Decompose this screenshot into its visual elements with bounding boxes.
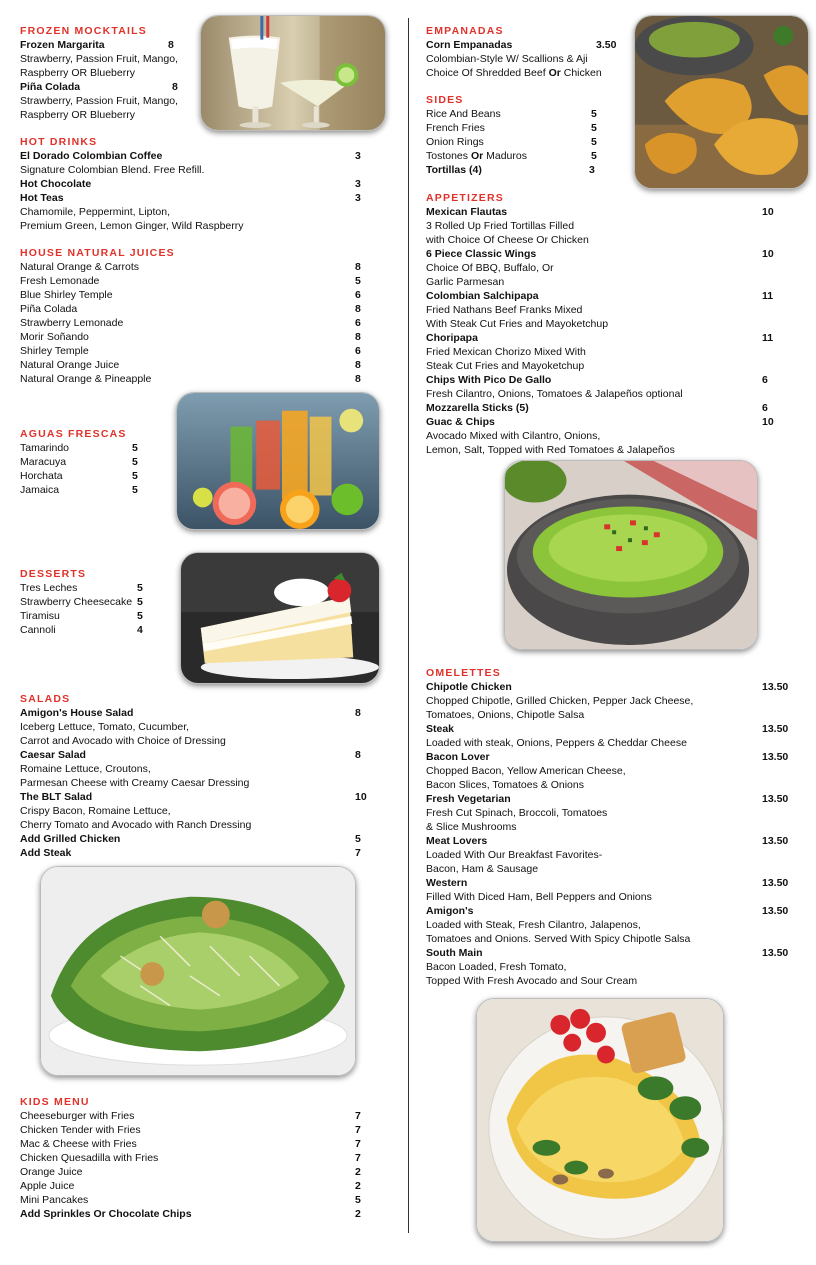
item-desc: with Choice Of Cheese Or Chicken — [426, 234, 589, 246]
item-name: Chipotle Chicken — [426, 681, 512, 693]
item-price: 11 — [762, 290, 774, 302]
item-price: 10 — [762, 416, 774, 428]
item-price: 7 — [355, 1152, 361, 1164]
menu-item — [426, 163, 606, 177]
section-frozen-mocktails — [20, 24, 190, 122]
menu-item — [426, 331, 786, 345]
item-price: 8 — [172, 81, 178, 93]
item-desc: Loaded with Steak, Fresh Cilantro, Jalapenos, — [426, 919, 641, 931]
item-desc: Raspberry OR Blueberry — [20, 67, 135, 79]
menu-item — [20, 344, 365, 358]
item-desc: Loaded with steak, Onions, Peppers & Cheddar Cheese — [426, 737, 687, 749]
frozen-drinks-photo — [200, 15, 386, 131]
item-desc: Cherry Tomato and Avocado with Ranch Dressing — [20, 819, 252, 831]
section-title: FROZEN MOCKTAILS — [20, 25, 147, 37]
item-name: Corn Empanadas — [426, 39, 513, 51]
item-name: Piña Colada — [20, 303, 78, 315]
menu-item — [20, 260, 365, 274]
item-desc: Chopped Bacon, Yellow American Cheese, — [426, 765, 626, 777]
menu-item — [20, 330, 365, 344]
column-divider — [408, 18, 409, 1233]
item-desc — [426, 66, 626, 80]
item-name: Hot Chocolate — [20, 178, 92, 190]
item-name: Apple Juice — [20, 1180, 75, 1192]
item-desc: Parmesan Cheese with Creamy Caesar Dressing — [20, 777, 250, 789]
item-name: Strawberry Cheesecake — [20, 596, 133, 608]
item-price: 13.50 — [762, 905, 789, 917]
item-desc: Fresh Cut Spinach, Broccoli, Tomatoes — [426, 807, 608, 819]
menu-item — [20, 191, 365, 205]
item-desc: Fresh Cilantro, Onions, Tomatoes & Jalapeños optional — [426, 388, 683, 400]
item-name: Mexican Flautas — [426, 206, 508, 218]
item-desc: Strawberry, Passion Fruit, Mango, — [20, 95, 178, 107]
menu-item — [20, 302, 365, 316]
item-name: Maduros — [483, 150, 527, 162]
item-price: 8 — [355, 331, 361, 343]
item-price: 2 — [355, 1166, 361, 1178]
menu-item — [426, 149, 606, 163]
item-name: Tortillas (4) — [426, 164, 482, 176]
menu-item — [20, 1109, 370, 1123]
empanadas-photo — [634, 15, 809, 189]
menu-item — [426, 876, 796, 890]
item-price: 10 — [762, 206, 774, 218]
menu-item — [426, 792, 796, 806]
item-name: Tiramisu — [20, 610, 60, 622]
item-desc: Lemon, Salt, Topped with Red Tomatoes & Jalapeños — [426, 444, 675, 456]
item-name: Fresh Vegetarian — [426, 793, 511, 805]
section-title: SALADS — [20, 693, 71, 705]
item-name: Add Sprinkles Or Chocolate Chips — [20, 1208, 192, 1220]
section-title: OMELETTES — [426, 667, 501, 679]
menu-item — [20, 1165, 370, 1179]
item-name: Frozen Margarita — [20, 39, 105, 51]
menu-item — [20, 316, 365, 330]
item-desc: Bacon Loaded, Fresh Tomato, — [426, 961, 567, 973]
menu-item — [20, 1151, 370, 1165]
item-price: 10 — [355, 791, 367, 803]
salad-photo — [40, 866, 356, 1076]
item-price: 7 — [355, 1110, 361, 1122]
section-sides — [426, 93, 606, 177]
menu-item — [426, 289, 786, 303]
item-name: Onion Rings — [426, 136, 484, 148]
item-name: Bacon Lover — [426, 751, 490, 763]
item-price: 5 — [132, 442, 138, 454]
item-price: 2 — [355, 1180, 361, 1192]
item-name: Cannoli — [20, 624, 56, 636]
item-price: 8 — [355, 749, 361, 761]
menu-item — [20, 288, 365, 302]
item-name: Caesar Salad — [20, 749, 86, 761]
item-name: Cheeseburger with Fries — [20, 1110, 135, 1122]
item-price: 3 — [355, 192, 361, 204]
menu-item — [426, 135, 606, 149]
item-name: Mac & Cheese with Fries — [20, 1138, 137, 1150]
section-title: HOUSE NATURAL JUICES — [20, 247, 175, 259]
item-price: 5 — [355, 833, 361, 845]
item-price: 6 — [762, 374, 768, 386]
item-desc: Loaded With Our Breakfast Favorites- — [426, 849, 603, 861]
menu-item — [426, 834, 796, 848]
item-price: 13.50 — [762, 877, 789, 889]
item-name: Steak — [426, 723, 455, 735]
cake-photo — [180, 552, 380, 684]
item-price: 13.50 — [762, 835, 789, 847]
item-name: Piña Colada — [20, 81, 81, 93]
item-price: 5 — [591, 136, 597, 148]
item-price: 5 — [132, 456, 138, 468]
desc-text: Choice Of Shredded Beef — [426, 67, 549, 79]
section-title: APPETIZERS — [426, 192, 504, 204]
juices-photo — [176, 392, 380, 530]
item-desc: Chamomile, Peppermint, Lipton, — [20, 206, 170, 218]
menu-item — [426, 107, 606, 121]
menu-item — [20, 38, 190, 52]
item-name: Morir Soñando — [20, 331, 89, 343]
menu-item — [426, 247, 786, 261]
item-desc: Strawberry, Passion Fruit, Mango, — [20, 53, 178, 65]
section-salads — [20, 692, 370, 860]
section-appetizers — [426, 191, 786, 457]
menu-item — [20, 483, 150, 497]
menu-item — [426, 680, 796, 694]
item-desc: Avocado Mixed with Cilantro, Onions, — [426, 430, 601, 442]
desc-or: Or — [548, 67, 561, 79]
item-desc: Raspberry OR Blueberry — [20, 109, 135, 121]
menu-item — [20, 469, 150, 483]
section-title: HOT DRINKS — [20, 136, 98, 148]
item-desc: Carrot and Avocado with Choice of Dressing — [20, 735, 226, 747]
menu-item — [20, 790, 370, 804]
menu-item — [20, 80, 190, 94]
item-name: Mozzarella Sticks (5) — [426, 402, 529, 414]
item-desc: Topped With Fresh Avocado and Sour Cream — [426, 975, 638, 987]
item-price: 2 — [355, 1208, 361, 1220]
item-name: Chicken Quesadilla with Fries — [20, 1152, 159, 1164]
item-price: 3 — [589, 164, 595, 176]
menu-item — [20, 358, 365, 372]
item-desc: Chopped Chipotle, Grilled Chicken, Pepper Jack Cheese, — [426, 695, 694, 707]
section-kids-menu — [20, 1095, 370, 1221]
item-price: 6 — [762, 402, 768, 414]
item-price: 8 — [355, 359, 361, 371]
item-name: Colombian Salchipapa — [426, 290, 539, 302]
item-name: Chips With Pico De Gallo — [426, 374, 552, 386]
item-name: Add Steak — [20, 847, 72, 859]
item-desc: Premium Green, Lemon Ginger, Wild Raspberry — [20, 220, 244, 232]
item-price: 8 — [168, 39, 174, 51]
item-price: 11 — [762, 332, 774, 344]
item-desc: Crispy Bacon, Romaine Lettuce, — [20, 805, 171, 817]
item-name: Western — [426, 877, 468, 889]
menu-item — [20, 372, 365, 386]
item-price: 7 — [355, 1124, 361, 1136]
item-name: Strawberry Lemonade — [20, 317, 124, 329]
menu-item — [426, 415, 786, 429]
item-price: 5 — [591, 108, 597, 120]
item-name: Chicken Tender with Fries — [20, 1124, 141, 1136]
item-name: Jamaica — [20, 484, 60, 496]
item-desc: Tomatoes and Onions. Served With Spicy Chipotle Salsa — [426, 933, 691, 945]
menu-item — [426, 38, 626, 52]
item-price: 13.50 — [762, 793, 789, 805]
section-title: DESSERTS — [20, 568, 87, 580]
section-house-juices — [20, 246, 365, 386]
item-price: 5 — [132, 484, 138, 496]
item-price: 8 — [355, 707, 361, 719]
item-name: Rice And Beans — [426, 108, 501, 120]
menu-item — [20, 748, 370, 762]
item-name: Natural Orange & Carrots — [20, 261, 140, 273]
item-name: El Dorado Colombian Coffee — [20, 150, 163, 162]
item-desc: Garlic Parmesan — [426, 276, 505, 288]
menu-item — [426, 722, 796, 736]
item-price: 5 — [137, 582, 143, 594]
item-price: 13.50 — [762, 681, 789, 693]
item-name: Natural Orange & Pineapple — [20, 373, 152, 385]
menu-item — [20, 1137, 370, 1151]
item-name: Natural Orange Juice — [20, 359, 120, 371]
item-desc: Choice Of BBQ, Buffalo, Or — [426, 262, 554, 274]
item-name: The BLT Salad — [20, 791, 93, 803]
section-title: AGUAS FRESCAS — [20, 428, 127, 440]
guacamole-photo — [504, 460, 758, 650]
item-name: Tostones — [426, 150, 471, 162]
item-price: 3 — [355, 150, 361, 162]
item-name: Horchata — [20, 470, 63, 482]
item-desc: 3 Rolled Up Fried Tortillas Filled — [426, 220, 575, 232]
item-desc: Filled With Diced Ham, Bell Peppers and Onions — [426, 891, 652, 903]
item-price: 6 — [355, 345, 361, 357]
item-price: 5 — [355, 1194, 361, 1206]
menu-item — [20, 846, 370, 860]
item-name: Choripapa — [426, 332, 478, 344]
menu-item — [20, 595, 160, 609]
item-price: 13.50 — [762, 723, 789, 735]
item-price: 10 — [762, 248, 774, 260]
menu-item — [20, 623, 160, 637]
item-desc: Signature Colombian Blend. Free Refill. — [20, 164, 205, 176]
item-desc: Fried Nathans Beef Franks Mixed — [426, 304, 583, 316]
item-price: 5 — [591, 150, 597, 162]
item-desc: Bacon, Ham & Sausage — [426, 863, 539, 875]
item-desc: Fried Mexican Chorizo Mixed With — [426, 346, 586, 358]
item-name: 6 Piece Classic Wings — [426, 248, 537, 260]
item-price: 13.50 — [762, 947, 789, 959]
item-name: Guac & Chips — [426, 416, 495, 428]
menu-item — [426, 205, 786, 219]
item-name: Hot Teas — [20, 192, 64, 204]
item-price: 8 — [355, 303, 361, 315]
section-title: EMPANADAS — [426, 25, 504, 37]
menu-item — [426, 904, 796, 918]
item-name-group — [426, 149, 527, 163]
menu-item — [20, 581, 160, 595]
item-price: 5 — [132, 470, 138, 482]
item-desc: Colombian-Style W/ Scallions & Aji — [426, 53, 588, 65]
menu-item — [20, 1179, 370, 1193]
menu-item — [20, 609, 160, 623]
menu-item — [20, 1193, 370, 1207]
item-name: Tres Leches — [20, 582, 78, 594]
menu-item — [426, 373, 786, 387]
menu-item — [426, 750, 796, 764]
menu-item — [426, 401, 786, 415]
item-name: Add Grilled Chicken — [20, 833, 121, 845]
menu-item — [20, 177, 365, 191]
item-price: 8 — [355, 261, 361, 273]
item-price: 3 — [355, 178, 361, 190]
menu-item — [20, 455, 150, 469]
menu-item — [20, 274, 365, 288]
item-desc: Tomatoes, Onions, Chipotle Salsa — [426, 709, 585, 721]
menu-item — [20, 832, 370, 846]
desc-text: Chicken — [560, 67, 602, 79]
item-price: 13.50 — [762, 751, 789, 763]
menu-item — [20, 149, 365, 163]
section-empanadas — [426, 24, 626, 80]
item-price: 5 — [137, 610, 143, 622]
item-price: 5 — [137, 596, 143, 608]
item-desc: Iceberg Lettuce, Tomato, Cucumber, — [20, 721, 190, 733]
item-desc: Steak Cut Fries and Mayoketchup — [426, 360, 585, 372]
menu-item — [20, 706, 370, 720]
item-name: French Fries — [426, 122, 485, 134]
menu-item — [426, 121, 606, 135]
section-hot-drinks — [20, 135, 365, 233]
item-name: Mini Pancakes — [20, 1194, 89, 1206]
item-name-or: Or — [470, 150, 484, 162]
menu-item — [426, 946, 796, 960]
item-desc: & Slice Mushrooms — [426, 821, 517, 833]
item-name: Orange Juice — [20, 1166, 83, 1178]
item-price: 7 — [355, 847, 361, 859]
item-price: 5 — [355, 275, 361, 287]
item-price: 6 — [355, 317, 361, 329]
item-desc: Bacon Slices, Tomatoes & Onions — [426, 779, 584, 791]
item-name: Blue Shirley Temple — [20, 289, 113, 301]
item-name: Maracuya — [20, 456, 67, 468]
item-price: 8 — [355, 373, 361, 385]
section-title: KIDS MENU — [20, 1096, 90, 1108]
item-name: Amigon's — [426, 905, 474, 917]
item-price: 3.50 — [596, 39, 617, 51]
item-name: Fresh Lemonade — [20, 275, 100, 287]
item-name: Tamarindo — [20, 442, 70, 454]
item-desc: Romaine Lettuce, Croutons, — [20, 763, 151, 775]
item-name: Amigon's House Salad — [20, 707, 134, 719]
menu-item — [20, 1207, 370, 1221]
section-aguas-frescas — [20, 427, 150, 497]
item-price: 6 — [355, 289, 361, 301]
omelette-photo — [476, 998, 724, 1242]
item-price: 7 — [355, 1138, 361, 1150]
menu-item — [20, 1123, 370, 1137]
section-title: SIDES — [426, 94, 464, 106]
item-name: Meat Lovers — [426, 835, 488, 847]
item-desc: With Steak Cut Fries and Mayoketchup — [426, 318, 609, 330]
section-omelettes — [426, 666, 796, 988]
item-name: Shirley Temple — [20, 345, 89, 357]
section-desserts — [20, 567, 160, 637]
item-price: 4 — [137, 624, 143, 636]
item-name: South Main — [426, 947, 483, 959]
menu-item — [20, 441, 150, 455]
item-price: 5 — [591, 122, 597, 134]
